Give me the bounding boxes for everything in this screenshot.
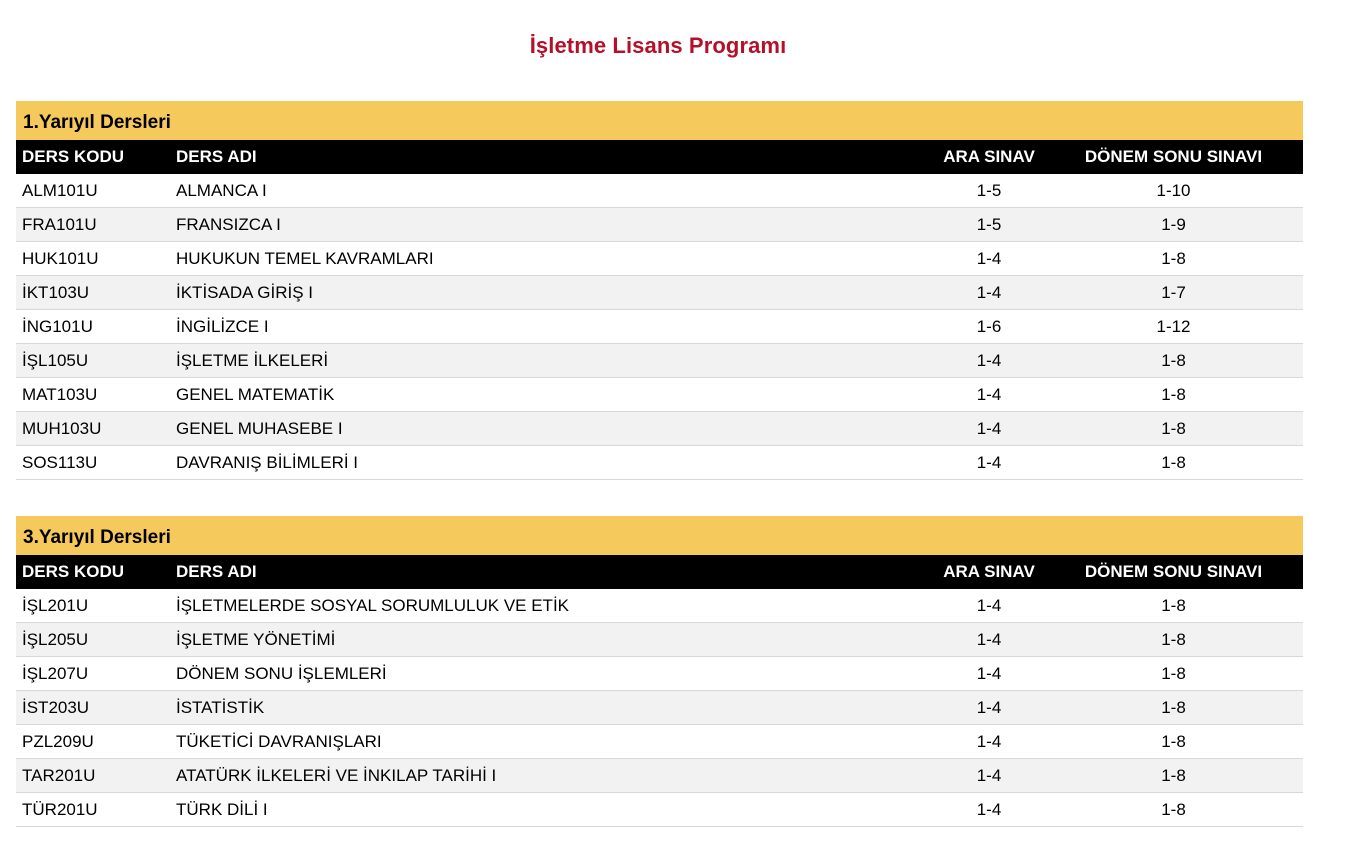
donem-sonu-value: 1-8 — [1161, 629, 1186, 649]
course-list — [16, 174, 1303, 480]
donem-sonu-value: 1-9 — [1161, 214, 1186, 234]
donem-sonu-value: 1-7 — [1161, 282, 1186, 302]
column-header-name: DERS ADI — [176, 562, 257, 581]
column-header-ara: ARA SINAV — [943, 147, 1035, 166]
course-name: İŞLETME İLKELERİ — [176, 350, 329, 370]
donem-sonu-value: 1-12 — [1156, 316, 1191, 336]
course-code: MUH103U — [22, 418, 102, 438]
donem-sonu-value: 1-8 — [1161, 248, 1186, 268]
donem-sonu-value: 1-8 — [1161, 663, 1186, 683]
donem-sonu-value: 1-8 — [1161, 452, 1186, 472]
table-row — [16, 657, 1303, 691]
table-row — [16, 793, 1303, 827]
course-name: DÖNEM SONU İŞLEMLERİ — [176, 663, 387, 683]
ara-sinav-value: 1-6 — [976, 316, 1002, 336]
course-name: İSTATİSTİK — [176, 697, 265, 717]
course-name: İNGİLİZCE I — [176, 316, 269, 336]
column-header-code: DERS KODU — [22, 562, 125, 581]
donem-sonu-value: 1-8 — [1161, 765, 1186, 785]
course-name: TÜKETİCİ DAVRANIŞLARI — [176, 731, 382, 751]
ara-sinav-value: 1-4 — [976, 452, 1002, 472]
course-name: TÜRK DİLİ I — [176, 799, 268, 819]
ara-sinav-value: 1-4 — [976, 384, 1002, 404]
table-row — [16, 208, 1303, 242]
course-code: SOS113U — [22, 452, 98, 472]
section-header: 3.Yarıyıl Dersleri — [16, 516, 1303, 555]
column-header-name: DERS ADI — [176, 147, 257, 166]
table-row — [16, 276, 1303, 310]
course-code: İŞL201U — [22, 595, 89, 615]
ara-sinav-value: 1-4 — [976, 350, 1002, 370]
column-header-code: DERS KODU — [22, 147, 125, 166]
donem-sonu-value: 1-10 — [1156, 180, 1191, 200]
table-row — [16, 412, 1303, 446]
table-row — [16, 725, 1303, 759]
course-code: İŞL207U — [22, 663, 89, 683]
course-name: GENEL MUHASEBE I — [176, 418, 343, 438]
table-row — [16, 310, 1303, 344]
course-name: GENEL MATEMATİK — [176, 384, 335, 404]
course-code: MAT103U — [22, 384, 98, 404]
course-code: PZL209U — [22, 731, 94, 751]
course-name: İŞLETME YÖNETİMİ — [176, 629, 336, 649]
section-header: 1.Yarıyıl Dersleri — [16, 101, 1303, 140]
donem-sonu-value: 1-8 — [1161, 799, 1186, 819]
donem-sonu-value: 1-8 — [1161, 418, 1186, 438]
course-code: TAR201U — [22, 765, 96, 785]
column-header-donem: DÖNEM SONU SINAVI — [1084, 147, 1263, 166]
page-title: İşletme Lisans Programı — [529, 33, 787, 58]
ara-sinav-value: 1-4 — [976, 248, 1002, 268]
course-code: TÜR201U — [22, 799, 98, 819]
course-code: İŞL205U — [22, 629, 89, 649]
semester-1-section — [16, 101, 1303, 480]
course-name: HUKUKUN TEMEL KAVRAMLARI — [176, 248, 434, 268]
donem-sonu-value: 1-8 — [1161, 384, 1186, 404]
table-row — [16, 378, 1303, 412]
table-row — [16, 174, 1303, 208]
ara-sinav-value: 1-4 — [976, 799, 1002, 819]
ara-sinav-value: 1-4 — [976, 697, 1002, 717]
ara-sinav-value: 1-4 — [976, 629, 1002, 649]
ara-sinav-value: 1-5 — [976, 214, 1002, 234]
table-row — [16, 691, 1303, 725]
column-header-row — [16, 140, 1303, 174]
semester-3-section — [16, 516, 1303, 827]
donem-sonu-value: 1-8 — [1161, 731, 1186, 751]
column-header-ara: ARA SINAV — [943, 562, 1035, 581]
ara-sinav-value: 1-4 — [976, 595, 1002, 615]
course-name: DAVRANIŞ BİLİMLERİ I — [176, 452, 359, 472]
donem-sonu-value: 1-8 — [1161, 697, 1186, 717]
ara-sinav-value: 1-4 — [976, 663, 1002, 683]
table-row — [16, 446, 1303, 480]
ara-sinav-value: 1-4 — [976, 418, 1002, 438]
course-code: İŞL105U — [22, 350, 89, 370]
course-code: FRA101U — [22, 214, 97, 234]
ara-sinav-value: 1-5 — [976, 180, 1002, 200]
ara-sinav-value: 1-4 — [976, 731, 1002, 751]
course-name: ATATÜRK İLKELERİ VE İNKILAP TARİHİ I — [176, 765, 497, 785]
course-name: ALMANCA I — [176, 180, 267, 200]
table-row — [16, 589, 1303, 623]
column-header-donem: DÖNEM SONU SINAVI — [1084, 562, 1263, 581]
course-code: İNG101U — [22, 316, 93, 336]
table-row — [16, 344, 1303, 378]
course-code: ALM101U — [22, 180, 98, 200]
ara-sinav-value: 1-4 — [976, 765, 1002, 785]
donem-sonu-value: 1-8 — [1161, 350, 1186, 370]
course-name: FRANSIZCA I — [176, 214, 281, 234]
ara-sinav-value: 1-4 — [976, 282, 1002, 302]
table-row — [16, 759, 1303, 793]
course-code: İST203U — [22, 697, 90, 717]
column-header-row — [16, 555, 1303, 589]
table-row — [16, 242, 1303, 276]
table-row — [16, 623, 1303, 657]
course-name: İKTİSADA GİRİŞ I — [176, 282, 313, 302]
donem-sonu-value: 1-8 — [1161, 595, 1186, 615]
course-list — [16, 589, 1303, 827]
course-code: İKT103U — [22, 282, 90, 302]
course-code: HUK101U — [22, 248, 99, 268]
course-name: İŞLETMELERDE SOSYAL SORUMLULUK VE ETİK — [176, 595, 570, 615]
